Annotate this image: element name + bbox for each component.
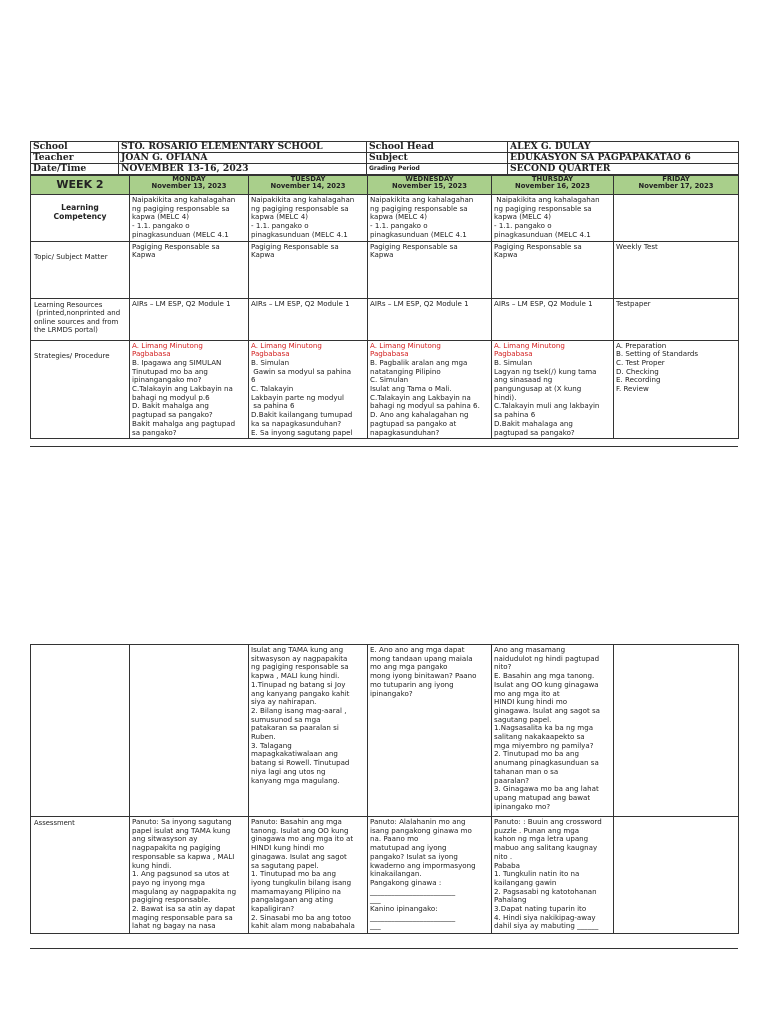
day-header-friday [614, 176, 739, 195]
competency-cell: Naipakikita ang kahalagahan ng pagiging responsable sa kapwa (MELC 4) - 1.1. pangako o pinagkasunduan (MELC 4.1 [130, 195, 249, 242]
day-name: FRIDAY [662, 175, 690, 183]
day-date: November 16, 2023 [515, 182, 590, 191]
header-row-date [31, 164, 739, 175]
competency-cell [614, 195, 739, 242]
strategies-cell-friday: A. Preparation B. Setting of Standards C. Test Proper D. Checking E. Recording F. Review [614, 340, 739, 439]
strategies-text: B. Simulan Lagyan ng tsek(/) kung tama ang sinasaad ng pangungusap at (X kung hindi). C.Talakayin muli ang lakbayin sa pahina 6 D.Bakit mahalaga ang pagtupad sa pangako? [494, 357, 600, 437]
competency-cell: Naipakikita ang kahalagahan ng pagiging responsable sa kapwa (MELC 4) - 1.1. pangako o pinagkasunduan (MELC 4.1 [368, 195, 492, 242]
day-header-thursday [492, 176, 614, 195]
resources-cell: AIRs – LM ESP, Q2 Module 1 [249, 298, 368, 340]
continued-label-cell [31, 645, 130, 817]
teacher-label: Teacher [31, 153, 119, 164]
assessment-cell [614, 817, 739, 934]
resources-row [31, 298, 739, 340]
continued-cell-monday [130, 645, 249, 817]
assessment-cell: Panuto: Basahin ang mga tanong. Isulat ang OO kung ginagawa mo ang mga ito at HINDI kung hindi mo ginagawa. Isulat ang sagot sa sagutang papel. 1. Tinutupad mo ba ang iyong tungkulin bilang isang mamamayang Pilipino na pangalagaan ang ating kapaligiran? 2. Sinasabi mo ba ang totoo kahit alam mong nababahala [249, 817, 368, 934]
header-row-school [31, 142, 739, 153]
competency-cell: Naipakikita ang kahalagahan ng pagiging responsable sa kapwa (MELC 4) - 1.1. pangako o pinagkasunduan (MELC 4.1 [249, 195, 368, 242]
topic-cell: Weekly Test [614, 241, 739, 298]
strategies-continued-row [31, 645, 739, 817]
strategies-text: B. Pagbalik aralan ang mga natatanging Pilipino C. Simulan Isulat ang Tama o Mali. C.Talakayin ang Lakbayin na bahagi ng modyul sa pahina 6. D. Ano ang kahalagahan ng pagtupad sa pangako at napagkasunduhan? [370, 357, 480, 437]
reading-heading: A. Limang Minutong Pagbabasa [251, 340, 322, 359]
resources-label: Learning Resources (printed,nonprinted and online sources and from the LRMDS portal) [31, 298, 130, 340]
teacher-value: JOAN G. OFIANA [119, 153, 367, 164]
subject-label: Subject [367, 153, 508, 164]
reading-heading: A. Limang Minutong Pagbabasa [494, 340, 565, 359]
topic-cell: Pagiging Responsable sa Kapwa [368, 241, 492, 298]
topic-cell: Pagiging Responsable sa Kapwa [492, 241, 614, 298]
lesson-plan-page-2 [30, 644, 738, 934]
competency-label: Learning Competency [31, 195, 130, 242]
day-date: November 14, 2023 [270, 182, 346, 191]
grading-period-label: Grading Period [367, 164, 508, 175]
date-label: Date/Time [31, 164, 119, 175]
competency-row [31, 195, 739, 242]
topic-row [31, 241, 739, 298]
resources-cell: AIRs – LM ESP, Q2 Module 1 [368, 298, 492, 340]
strategies-cell-wednesday [368, 340, 492, 439]
day-header-wednesday [368, 176, 492, 195]
continued-cell-wednesday: E. Ano ano ang mga dapat mong tandaan upang maiala mo ang mga pangako mong iyong binitawan? Paano mo tutuparin ang iyong ipinangako? [368, 645, 492, 817]
lesson-plan-page-1 [30, 141, 738, 439]
page-divider [30, 948, 738, 949]
topic-cell: Pagiging Responsable sa Kapwa [130, 241, 249, 298]
day-name: THURSDAY [531, 175, 574, 183]
resources-cell: AIRs – LM ESP, Q2 Module 1 [492, 298, 614, 340]
grading-period-value: SECOND QUARTER [508, 164, 739, 175]
school-value: STO. ROSARIO ELEMENTARY SCHOOL [119, 142, 367, 153]
strategies-row [31, 340, 739, 439]
day-date: November 17, 2023 [638, 182, 714, 191]
strategies-cell-thursday [492, 340, 614, 439]
strategies-text: B. Simulan Gawin sa modyul sa pahina 6 C. Talakayin Lakbayin parte ng modyul sa pahina 6 D.Bakit kailangang tumupad ka sa napagkasunduhan? E. Sa inyong sagutang papel [251, 357, 353, 437]
day-header-tuesday [249, 176, 368, 195]
reading-heading: A. Limang Minutong Pagbabasa [132, 340, 203, 359]
topic-cell: Pagiging Responsable sa Kapwa [249, 241, 368, 298]
strategies-cell-tuesday [249, 340, 368, 439]
assessment-cell: Panuto: : Buuin ang crossword puzzle . Punan ang mga kahon ng mga letra upang mabuo ang salitang kaugnay nito . Pababa 1. Tungkulin natin ito na kailangang gawin 2. Pagsasabi ng katotohanan Pahalang 3.Dapat nating tuparin ito 4. Hindi siya nakikipag-away dahil siya ay mabuting ______ [492, 817, 614, 934]
school-label: School [31, 142, 119, 153]
weekly-plan-table [30, 175, 739, 439]
strategies-text: B. Ipagawa ang SIMULAN Tinutupad mo ba ang ipinangangako mo? C.Talakayin ang Lakbayin na bahagi ng modyul p.6 D. Bakit mahalga ang pagtupad sa pangako? Bakit mahalga ang pagtupad sa pangako? [132, 357, 236, 437]
continued-cell-thursday: Ano ang masamang naidudulot ng hindi pagtupad nito? E. Basahin ang mga tanong. Isulat ang OO kung ginagawa mo ang mga ito at HINDI kung hindi mo ginagawa. Isulat ang sagot sa sagutang papel. 1.Nagsasalita ka ba ng mga salitang nakakaapekto sa mga miyembro ng pamilya? 2. Tinutupad mo ba ang anumang pinagkasunduan sa tahanan man o sa paaralan? 3. Ginagawa mo ba ang lahat upang matupad ang bawat ipinangako mo? [492, 645, 614, 817]
day-name: WEDNESDAY [405, 175, 454, 183]
page-divider [30, 446, 738, 447]
day-header-row [31, 176, 739, 195]
competency-cell: Naipakikita ang kahalagahan ng pagiging responsable sa kapwa (MELC 4) - 1.1. pangako o pinagkasunduan (MELC 4.1 [492, 195, 614, 242]
strategies-label: Strategies/ Procedure [31, 340, 130, 439]
header-table [30, 141, 739, 175]
day-name: TUESDAY [290, 175, 326, 183]
assessment-row [31, 817, 739, 934]
week-label: WEEK 2 [31, 176, 130, 195]
day-date: November 13, 2023 [151, 182, 227, 191]
school-head-label: School Head [367, 142, 508, 153]
header-row-teacher [31, 153, 739, 164]
reading-heading: A. Limang Minutong Pagbabasa [370, 340, 441, 359]
day-name: MONDAY [172, 175, 206, 183]
topic-label: Topic/ Subject Matter [31, 241, 130, 298]
assessment-cell: Panuto: Alalahanin mo ang isang pangakong ginawa mo na. Paano mo matutupad ang iyong pangako? Isulat sa iyong kwaderno ang impormasyong kinakailangan. Pangakong ginawa : ________________________ ___ Kanino ipinangako: ________________________ ___ [368, 817, 492, 934]
assessment-label: Assessment [31, 817, 130, 934]
resources-cell: AIRs – LM ESP, Q2 Module 1 [130, 298, 249, 340]
subject-value: EDUKASYON SA PAGPAPAKATAO 6 [508, 153, 739, 164]
continued-cell-tuesday: Isulat ang TAMA kung ang sitwasyson ay nagpapakita ng pagiging responsable sa kapwa , MALI kung hindi. 1.Tinupad ng batang si Joy ang kanyang pangako kahit siya ay nahirapan. 2. Bilang isang mag-aaral , sumusunod sa mga patakaran sa paaralan si Ruben. 3. Talagang mapagkakatiwalaan ang batang si Rowell. Tinutupad niya lagi ang utos ng kanyang mga magulang. [249, 645, 368, 817]
day-header-monday [130, 176, 249, 195]
continued-cell-friday [614, 645, 739, 817]
resources-cell: Testpaper [614, 298, 739, 340]
weekly-plan-table-continued [30, 644, 739, 934]
date-value: NOVEMBER 13-16, 2023 [119, 164, 367, 175]
assessment-cell: Panuto: Sa inyong sagutang papel isulat ang TAMA kung ang sitwasyson ay nagpapakita ng pagiging responsable sa kapwa , MALI kung hindi. 1. Ang pagsunod sa utos at payo ng inyong mga magulang ay nagpapakita ng pagiging responsable. 2. Bawat isa sa atin ay dapat maging responsable para sa lahat ng bagay na nasa [130, 817, 249, 934]
strategies-cell-monday [130, 340, 249, 439]
school-head-value: ALEX G. DULAY [508, 142, 739, 153]
day-date: November 15, 2023 [392, 182, 467, 191]
